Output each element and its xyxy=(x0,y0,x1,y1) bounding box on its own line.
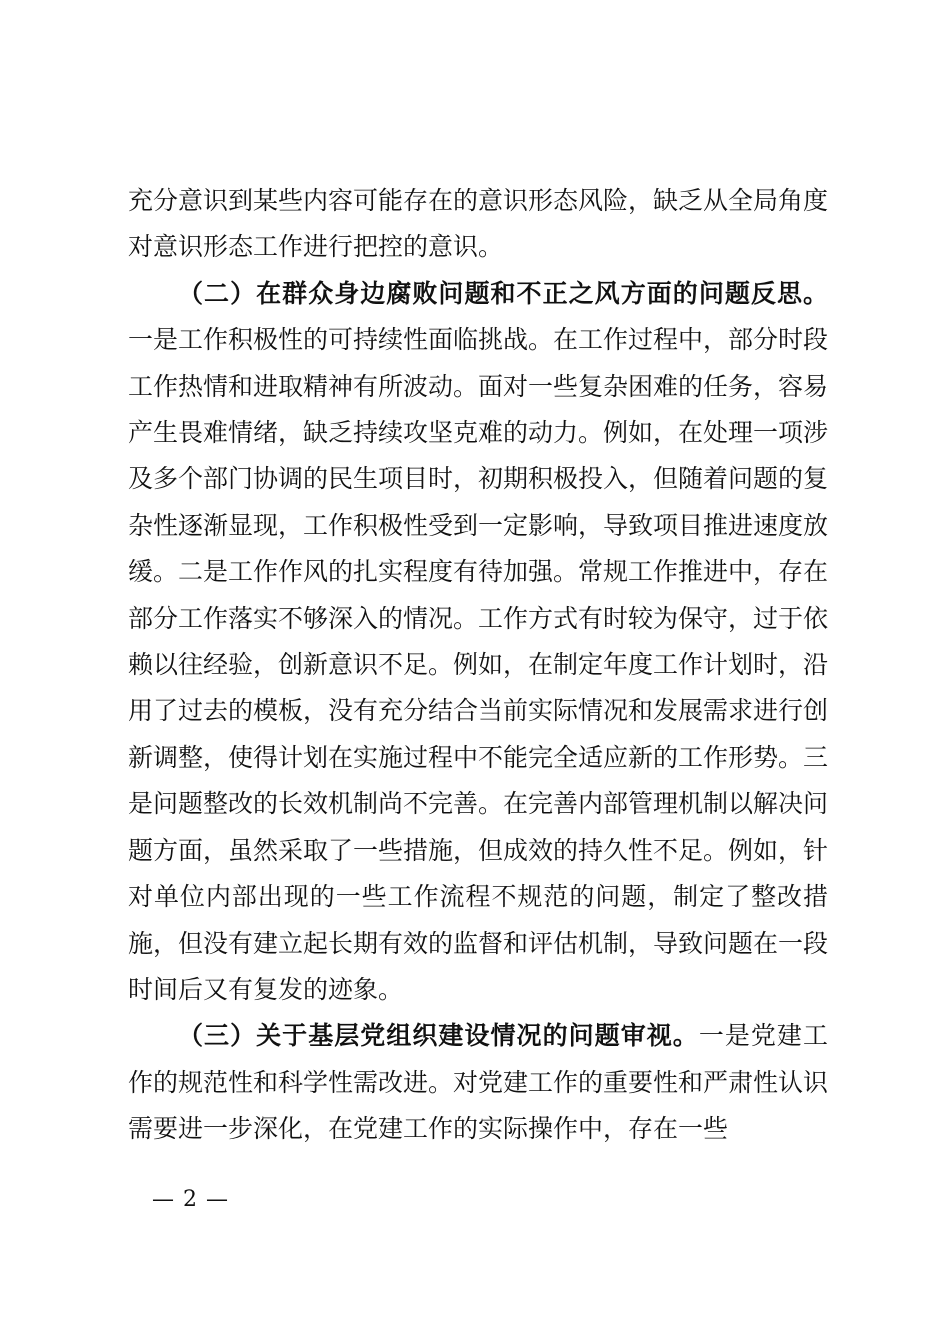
paragraph-text: 充分意识到某些内容可能存在的意识形态风险，缺乏从全局角度对意识形态工作进行把控的意识。 xyxy=(128,186,829,262)
section-heading: （二）在群众身边腐败问题和不正之风方面的问题反思。 xyxy=(178,278,828,308)
paragraph-continuation xyxy=(128,178,828,271)
paragraph-text: 一是工作积极性的可持续性面临挑战。在工作过程中，部分时段工作热情和进取精神有所波动。面对一些复杂困难的任务，容易产生畏难情绪，缺乏持续攻坚克难的动力。例如，在处理一项涉及多个部门协调的民生项目时，初期积极投入，但随着问题的复杂性逐渐显现，工作积极性受到一定影响，导致项目推进速度放缓。二是工作作风的扎实程度有待加强。常规工作推进中，存在部分工作落实不够深入的情况。工作方式有时较为保守，过于依赖以往经验，创新意识不足。例如，在制定年度工作计划时，沿用了过去的模板，没有充分结合当前实际情况和发展需求进行创新调整，使得计划在实施过程中不能完全适应新的工作形势。三是问题整改的长效机制尚不完善。在完善内部管理机制以解决问题方面，虽然采取了一些措施，但成效的持久性不足。例如，针对单位内部出现的一些工作流程不规范的问题，制定了整改措施，但没有建立起长期有效的监督和评估机制，导致问题在一段时间后又有复发的迹象。 xyxy=(128,325,829,1004)
page-number: — 2 — xyxy=(152,1187,229,1212)
paragraph-section-2 xyxy=(128,271,828,1014)
paragraph-text: 一是党建工作的规范性和科学性需改进。对党建工作的重要性和严肃性认识需要进一步深化，在党建工作的实际操作中，存在一些 xyxy=(128,1021,829,1144)
section-heading: （三）关于基层党组织建设情况的问题审视。 xyxy=(178,1021,699,1051)
document-body xyxy=(128,178,828,1153)
paragraph-section-3 xyxy=(128,1013,828,1152)
